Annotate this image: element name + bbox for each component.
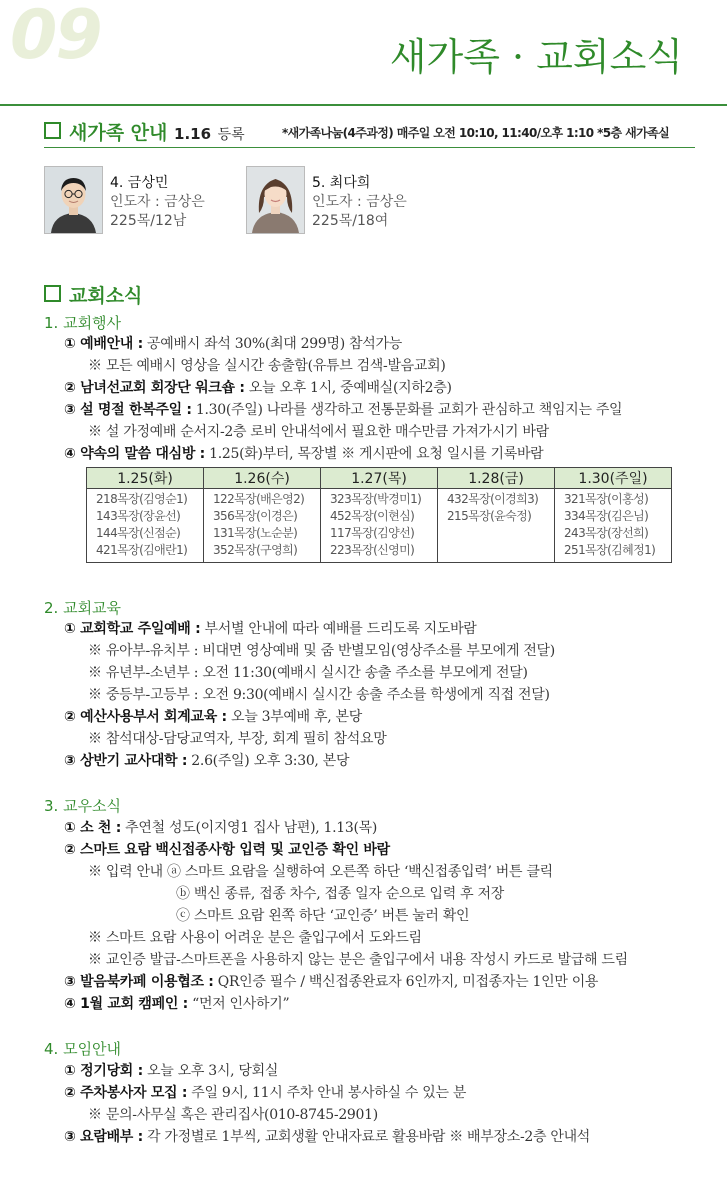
schedule-header: 1.30(주일) (555, 468, 672, 489)
schedule-cell: 432목장(이경희3) 215목장(윤숙정) (438, 489, 555, 563)
event-line: ③ 설 명절 한복주일 : 1.30(주일) 나라를 생각하고 전통문화를 교회가 관심하고 책임지는 주일 (64, 402, 623, 418)
member-photo (44, 166, 103, 234)
checkbox-square-icon (44, 122, 61, 139)
member-news-line: ④ 1월 교회 캠페인 : “먼저 인사하기” (64, 996, 290, 1012)
section-title: 2. 교회교육 (44, 599, 122, 617)
header-divider (0, 104, 727, 106)
member-news-note: ※ 입력 안내 ⓐ 스마트 요람을 실행하여 오른쪽 하단 ‘백신접종입력’ 버튼 클릭 (88, 864, 553, 880)
member-news-line: ③ 발음북카페 이용협조 : QR인증 필수 / 백신접종완료자 6인까지, 미접종자는 1인만 이용 (64, 974, 599, 990)
schedule-header: 1.25(화) (87, 468, 204, 489)
new-family-date: 1.16 (174, 125, 212, 143)
schedule-header: 1.28(금) (438, 468, 555, 489)
event-line: ④ 약속의 말씀 대심방 : 1.25(화)부터, 목장별 ※ 게시판에 요청 일시를 기록바람 (64, 446, 544, 462)
section-title: 4. 모임안내 (44, 1040, 122, 1058)
education-note: ※ 참석대상-담당교역자, 부장, 회계 필히 참석요망 (88, 731, 387, 747)
schedule-cell: 321목장(이홍성) 334목장(김은님) 243목장(장선희) 251목장(김혜정1) (555, 489, 672, 563)
member-guide: 인도자 : 금상은 (110, 194, 205, 210)
meeting-line: ① 정기당회 : 오늘 오후 3시, 당회실 (64, 1063, 279, 1079)
meeting-line: ② 주차봉사자 모집 : 주일 9시, 11시 주차 안내 봉사하실 수 있는 분 (64, 1085, 467, 1101)
education-note: ※ 중등부-고등부 : 오전 9:30(예배시 실시간 송출 주소를 학생에게 직접 전달) (88, 687, 550, 703)
schedule-cell: 323목장(박경미1) 452목장(이현심) 117목장(김양선) 223목장(신영미) (321, 489, 438, 563)
person-portrait-icon (45, 167, 102, 233)
new-family-note: *새가족나눔(4주과정) 매주일 오전 10:10, 11:40/오후 1:10 *5층 새가족실 (282, 126, 670, 140)
visitation-schedule-table (86, 467, 672, 563)
checkbox-square-icon (44, 285, 61, 302)
member-group: 225목/12남 (110, 213, 187, 229)
page-number: 09 (10, 0, 101, 75)
event-note: ※ 모든 예배시 영상을 실시간 송출함(유튜브 검색-발음교회) (88, 358, 446, 374)
education-line: ③ 상반기 교사대학 : 2.6(주일) 오후 3:30, 본당 (64, 753, 350, 769)
member-photo (246, 166, 305, 234)
member-news-note: ※ 스마트 요람 사용이 어려운 분은 출입구에서 도와드림 (88, 930, 422, 946)
education-line: ① 교회학교 주일예배 : 부서별 안내에 따라 예배를 드리도록 지도바람 (64, 621, 477, 637)
member-group: 225목/18여 (312, 213, 389, 229)
meeting-line: ③ 요람배부 : 각 가정별로 1부씩, 교회생활 안내자료로 활용바람 ※ 배부장소-2층 안내석 (64, 1129, 591, 1145)
church-news-heading: 교회소식 (44, 281, 142, 308)
education-line: ② 예산사용부서 회계교육 : 오늘 3부예배 후, 본당 (64, 709, 362, 725)
member-news-line: ② 스마트 요람 백신접종사항 입력 및 교인증 확인 바람 (64, 842, 390, 858)
new-family-registered: 등록 (217, 127, 245, 143)
new-family-heading: 새가족 안내 1.16 등록 (44, 118, 245, 145)
event-line: ① 예배안내 : 공예배시 좌석 30%(최대 299명) 참석가능 (64, 336, 402, 352)
section-title: 3. 교우소식 (44, 797, 122, 815)
member-news-note: ⓒ 스마트 요람 왼쪽 하단 ‘교인증’ 버튼 눌러 확인 (176, 908, 470, 924)
education-note: ※ 유년부-소년부 : 오전 11:30(예배시 실시간 송출 주소를 부모에게 전달) (88, 665, 528, 681)
meeting-note: ※ 문의-사무실 혹은 관리집사(010-8745-2901) (88, 1107, 378, 1123)
member-guide: 인도자 : 금상은 (312, 194, 407, 210)
schedule-header: 1.27(목) (321, 468, 438, 489)
member-name: 5. 최다희 (312, 175, 371, 191)
event-note: ※ 설 가정예배 순서지-2층 로비 안내석에서 필요한 매수만큼 가져가시기 바람 (88, 424, 549, 440)
member-news-note: ※ 교인증 발급-스마트폰을 사용하지 않는 분은 출입구에서 내용 작성시 카드로 발급해 드림 (88, 952, 628, 968)
member-news-note: ⓑ 백신 종류, 접종 차수, 접종 일자 순으로 입력 후 저장 (176, 886, 504, 902)
schedule-cell: 122목장(배은영2) 356목장(이경은) 131목장(노순분) 352목장(구영희) (204, 489, 321, 563)
member-news-line: ① 소 천 : 추연철 성도(이지영1 집사 남편), 1.13(목) (64, 820, 378, 836)
section-title: 1. 교회행사 (44, 314, 122, 332)
new-family-divider (44, 147, 695, 148)
event-line: ② 남녀선교회 회장단 워크숍 : 오늘 오후 1시, 중예배실(지하2층) (64, 380, 452, 396)
member-name: 4. 금상민 (110, 175, 169, 191)
schedule-cell: 218목장(김영순1) 143목장(장윤선) 144목장(신점순) 421목장(김애란1) (87, 489, 204, 563)
page-title: 새가족 · 교회소식 (389, 35, 683, 79)
person-portrait-icon (247, 167, 304, 233)
schedule-header: 1.26(수) (204, 468, 321, 489)
education-note: ※ 유아부-유치부 : 비대면 영상예배 및 줌 반별모임(영상주소를 부모에게 전달) (88, 643, 555, 659)
